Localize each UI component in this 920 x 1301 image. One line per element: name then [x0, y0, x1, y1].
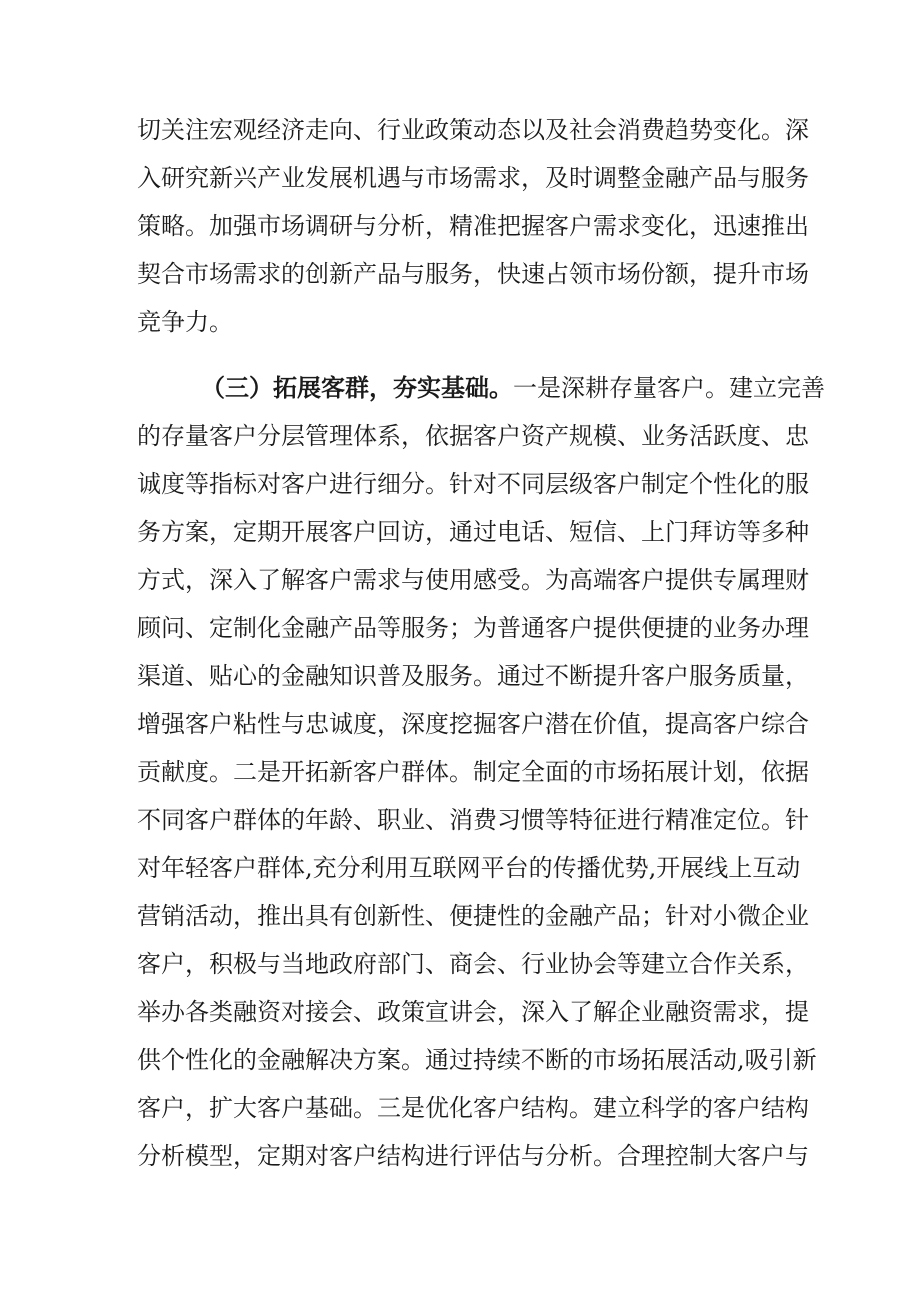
- paragraph-2-line: 分析模型，定期对客户结构进行评估与分析。合理控制大客户与: [137, 1142, 809, 1170]
- paragraph-1-line-1: 切关注宏观经济走向、行业政策动态以及社会消费趋势变化。深: [137, 116, 809, 144]
- paragraph-2-line: 营销活动，推出具有创新性、便捷性的金融产品；针对小微企业: [137, 902, 809, 930]
- paragraph-2-line: 顾问、定制化金融产品等服务；为普通客户提供便捷的业务办理: [137, 614, 809, 642]
- paragraph-2-line: 举办各类融资对接会、政策宣讲会，深入了解企业融资需求，提: [137, 998, 809, 1026]
- paragraph-2-first-line: [201, 364, 825, 412]
- paragraph-2-line: 增强客户粘性与忠诚度，深度挖掘客户潜在价值，提高客户综合: [137, 710, 809, 738]
- paragraph-2-line: 诚度等指标对客户进行细分。针对不同层级客户制定个性化的服: [137, 470, 809, 498]
- paragraph-2-line: 客户，积极与当地政府部门、商会、行业协会等建立合作关系，: [137, 950, 809, 978]
- paragraph-2-line: 对年轻客户群体,充分利用互联网平台的传播优势,开展线上互动: [137, 854, 801, 882]
- paragraph-2-line: 务方案，定期开展客户回访，通过电话、短信、上门拜访等多种: [137, 518, 809, 546]
- paragraph-2-line: 不同客户群体的年龄、职业、消费习惯等特征进行精准定位。针: [137, 806, 809, 834]
- paragraph-2-line: 渠道、贴心的金融知识普及服务。通过不断提升客户服务质量，: [137, 662, 809, 690]
- paragraph-2-first-line-text: 一是深耕存量客户。建立完善: [513, 374, 825, 402]
- paragraph-2-line: 贡献度。二是开拓新客户群体。制定全面的市场拓展计划，依据: [137, 758, 809, 786]
- paragraph-1-line-3: 策略。加强市场调研与分析，精准把握客户需求变化，迅速推出: [137, 212, 809, 240]
- paragraph-2-line: 供个性化的金融解决方案。通过持续不断的市场拓展活动,吸引新: [137, 1046, 817, 1074]
- paragraph-1-line-4: 契合市场需求的创新产品与服务，快速占领市场份额，提升市场: [137, 260, 809, 288]
- paragraph-2-line: 客户，扩大客户基础。三是优化客户结构。建立科学的客户结构: [137, 1094, 809, 1122]
- paragraph-1-line-5: 竞争力。: [137, 308, 233, 336]
- paragraph-2-line: 的存量客户分层管理体系，依据客户资产规模、业务活跃度、忠: [137, 422, 809, 450]
- paragraph-2-line: 方式，深入了解客户需求与使用感受。为高端客户提供专属理财: [137, 566, 809, 594]
- section-heading: （三）拓展客群，夯实基础。: [201, 373, 513, 402]
- paragraph-1-line-2: 入研究新兴产业发展机遇与市场需求，及时调整金融产品与服务: [137, 164, 809, 192]
